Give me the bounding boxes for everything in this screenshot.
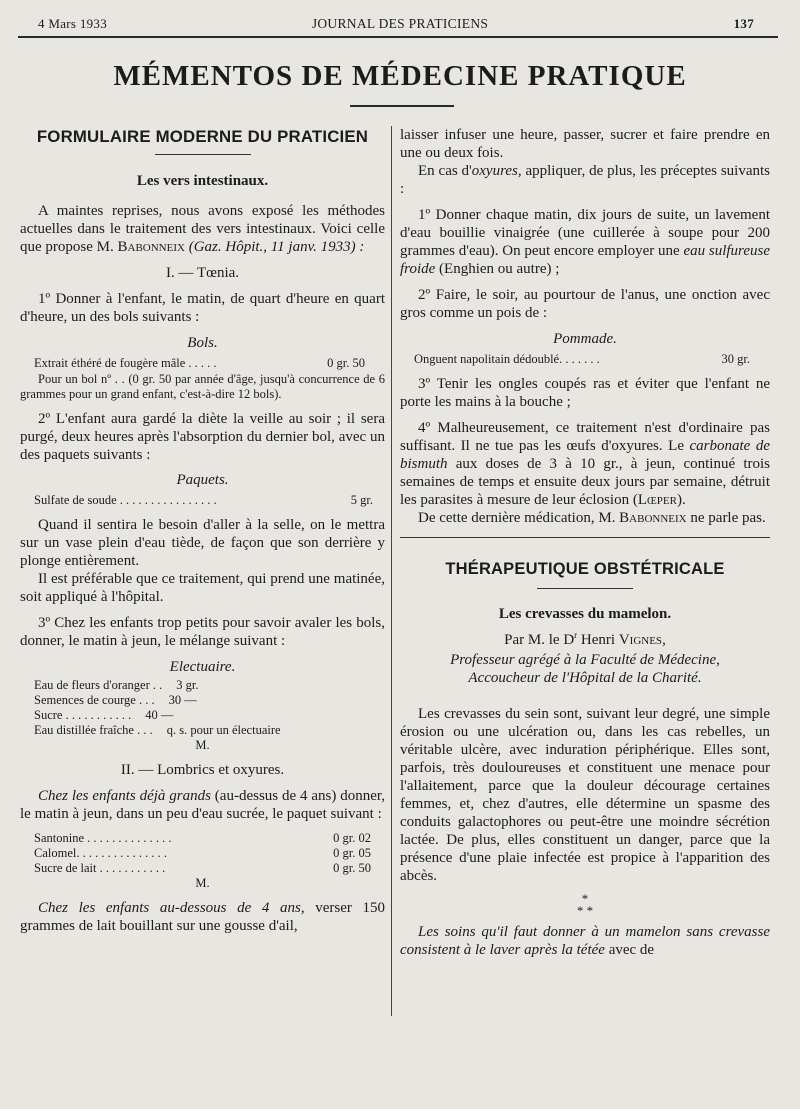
r-paragraph-1: laisser infuser une heure, passer, sucrer et faire prendre en une ou deux fois. (400, 127, 770, 161)
subheading-lombrics: II. — Lombrics et oxyures. (120, 762, 285, 778)
formula-list-paquet (20, 831, 385, 876)
formula-line-pommade: Onguent napolitain dédoublé. . . . . . . 30 gr. (414, 352, 750, 366)
formula-ingredient: Calomel. . . . . . . . . . . . . . . (34, 846, 167, 860)
affiliation-line-1: Professeur agrégé à la Faculté de Médecine, (450, 652, 720, 668)
section-rule-2 (537, 588, 633, 589)
paragraph-6: Chez les enfants au-dessous de 4 ans, verser 150 grammes de lait bouillant sur une gousse d'ail, (20, 900, 385, 934)
right-column (400, 126, 770, 959)
formula-ingredient: Eau de fleurs d'oranger . . (34, 678, 163, 692)
formula-line (34, 861, 371, 876)
formula-line (34, 831, 371, 846)
byline: Par M. le $D^r$ Henri Vignes, (504, 630, 666, 648)
title-rule (350, 105, 454, 107)
formula-ingredient: Sucre de lait . . . . . . . . . . . (34, 861, 166, 875)
r-paragraph-4: 2º Faire, le soir, au pourtour de l'anus, une onction avec gros comme un pois de : (400, 287, 770, 321)
article-title-vers: Les vers intestinaux. (136, 173, 269, 189)
section-separator (400, 537, 770, 538)
formula-dose: 0 gr. 05 (333, 846, 371, 860)
asterism: * * * (576, 891, 594, 918)
formula-dose: 40 — (145, 708, 174, 722)
formula-title-bols: Bols. (187, 335, 218, 351)
paragraph-1: 1º Donner à l'enfant, le matin, de quart d'heure en quart d'heure, un des bols suivants : (20, 291, 385, 325)
formula-list-electuaire (20, 678, 385, 738)
journal-name: JOURNAL DES PRATICIENS (311, 16, 489, 31)
paragraph-4: 3º Chez les enfants trop petits pour savoir avaler les bols, donner, le matin à jeun, le mélange suivant : (20, 615, 385, 649)
article-title-crevasses: Les crevasses du mamelon. (498, 606, 672, 622)
r-paragraph-3: 1º Donner chaque matin, dix jours de suite, un lavement d'eau bouillie vinaigrée (une cuillerée à soupe pour 200 grammes d'eau). On peut encore employer une eau sulfureuse froide (Enghien ou autre) ; (400, 207, 770, 277)
main-title: MÉMENTOS DE MÉDECINE PRATIQUE (113, 60, 687, 92)
formula-line-paquets: Sulfate de soude . . . . . . . . . . . . . . . . 5 gr. (34, 493, 373, 507)
r-paragraph-5: 3º Tenir les ongles coupés ras et éviter que l'enfant ne porte les mains à la bouche ; (400, 376, 770, 410)
page-number: 137 (733, 16, 754, 31)
affiliation-line-2: Accoucheur de l'Hôpital de la Charité. (468, 670, 702, 686)
paragraph-3b: Il est préférable que ce traitement, qui prend une matinée, soit appliqué à l'hôpital. (20, 571, 385, 605)
formula-line (34, 693, 385, 708)
formula-dose: q. s. pour un électuaire (166, 723, 281, 737)
formula-dose: 30 — (168, 693, 197, 707)
formula-ingredient: Eau distillée fraîche . . . (34, 723, 153, 737)
formula-line (34, 723, 385, 738)
header-rule (18, 36, 778, 38)
formula-title-electuaire: Electuaire. (169, 659, 236, 675)
r-paragraph-9: Les soins qu'il faut donner à un mamelon sans crevasse consistent à le laver après la tétée avec de (400, 924, 770, 958)
formula-ingredient: Sucre . . . . . . . . . . . (34, 708, 132, 722)
formula-ingredient: Santonine . . . . . . . . . . . . . . (34, 831, 172, 845)
r-paragraph-8: Les crevasses du sein sont, suivant leur degré, une simple érosion ou une ulcération ou, dans les cas rebelles, un véritable ulcère, avec induration périphérique. Elles sont, parfois, très douloureuses et constituent une menace pour l'allaitement, parce que la douleur décourage certaines femmes, et, chez d'autres, elle détermine un spasme des conduits galactophores ou peut-être une moindre sécrétion lactée. De plus, elles constituent un danger, parce que la présence d'une plaie infectée est propice à l'apparition des abcès. (400, 706, 770, 884)
running-header (18, 12, 782, 36)
formula-m-electuaire: M. (195, 738, 210, 752)
column-divider (391, 126, 392, 1016)
formula-dose: 3 gr. (176, 678, 199, 692)
formula-m-paquet: M. (195, 876, 210, 890)
formula-title-pommade: Pommade. (553, 331, 617, 347)
paragraph-5: Chez les enfants déjà grands (au-dessus de 4 ans) donner, le matin à jeun, dans un peu d'eau sucrée, le paquet suivant : (20, 788, 385, 822)
formula-line (34, 846, 371, 861)
section-rule (155, 154, 251, 155)
section-title-formulaire: FORMULAIRE MODERNE DU PRATICIEN (36, 127, 369, 146)
issue-date: 4 Mars 1933 (38, 16, 108, 31)
paragraph-3a: Quand il sentira le besoin d'aller à la selle, on le mettra sur un vase plein d'eau tiède, de façon que son derrière y plonge entièrement. (20, 517, 385, 569)
formula-ingredient: Semences de courge . . . (34, 693, 155, 707)
intro-paragraph: A maintes reprises, nous avons exposé les méthodes actuelles dans le traitement des vers intestinaux. Voici celle que propose M. Babonneix (Gaz. Hôpit., 11 janv. 1933) : (20, 203, 385, 255)
r-paragraph-7: De cette dernière médication, M. Babonneix ne parle pas. (418, 510, 766, 526)
paragraph-2: 2º L'enfant aura gardé la diète la veille au soir ; il sera purgé, deux heures après l'absorption du dernier bol, avec un des paquets suivants : (20, 411, 385, 463)
formula-line (34, 678, 385, 693)
formula-dose: 0 gr. 50 (333, 861, 371, 875)
formula-title-paquets: Paquets. (176, 472, 229, 488)
formula-line-bols: Extrait éthéré de fougère mâle . . . . . 0 gr. 50 (34, 356, 365, 370)
r-paragraph-2: En cas d'oxyures, appliquer, de plus, les préceptes suivants : (400, 163, 770, 197)
formula-note-bols: Pour un bol nº . . (0 gr. 50 par année d'âge, jusqu'à concurrence de 6 grammes pour un grand enfant, c'est-à-dire 12 bols). (20, 372, 385, 401)
r-paragraph-6: 4º Malheureusement, ce traitement n'est d'ordinaire pas suffisant. Il ne tue pas les œufs d'oxyures. Le carbonate de bismuth aux doses de 3 à 10 gr., à jeun, continué trois semaines de temps et ensuite deux jours par semaine, détruit les parasites à mesure de leur éclosion (Lœper). (400, 420, 770, 508)
subheading-taenia: I. — Tœnia. (165, 265, 240, 281)
formula-line (34, 708, 385, 723)
formula-dose: 0 gr. 02 (333, 831, 371, 845)
left-column (20, 126, 385, 935)
section-title-therapeutique: THÉRAPEUTIQUE OBSTÉTRICALE (445, 560, 725, 578)
